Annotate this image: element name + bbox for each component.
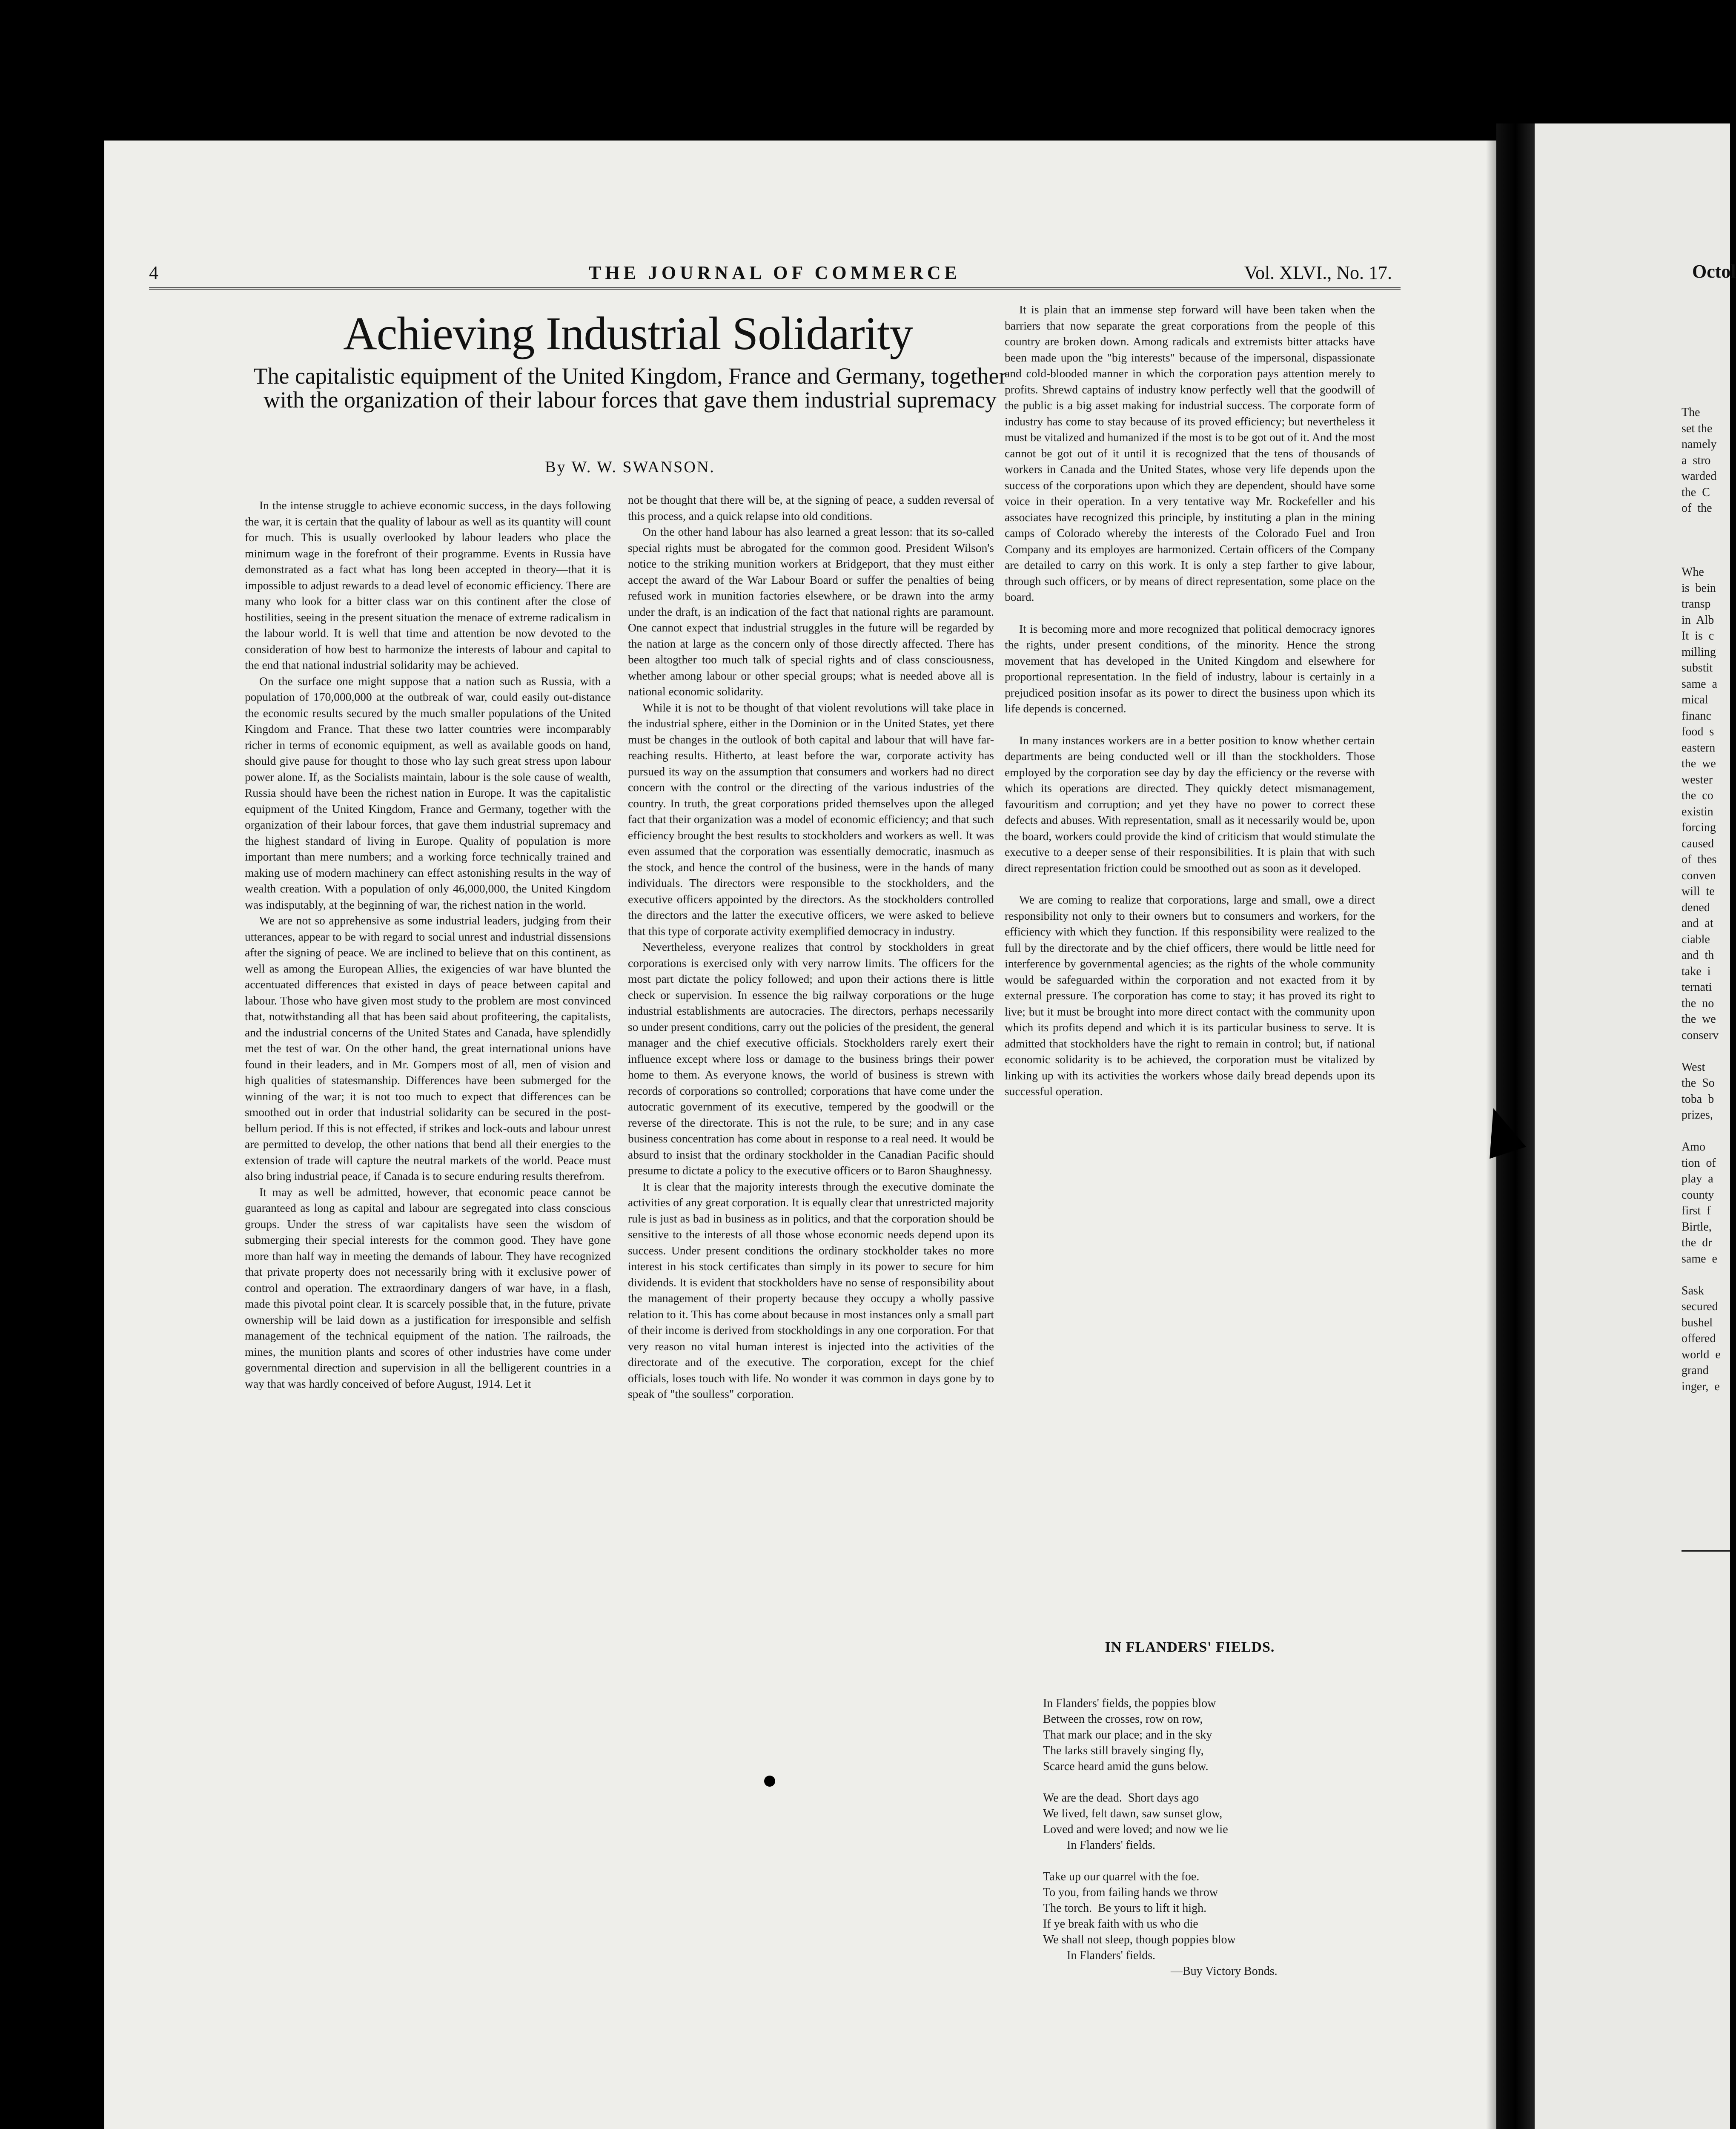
paragraph: In the intense struggle to achieve economic success, in the days following the war, it is certain that the quality of labour as well as its quantity will count for much. This is usually overlooked by labour leaders who place the minimum wage in the forefront of their programme. Events in Russia have demonstrated as a fact what has long been accepted in theory—that it is impossible to adjust rewards to a dead level of economic efficiency. There are many who look for a bitter class war on this continent after the close of hostilities, seeing in the present situation the menace of extreme radicalism in the labour world. It is well that time and attention be now devoted to the consideration of how best to harmonize the interests of labour and capital to the end that national industrial solidarity may be achieved. <box>245 499 611 671</box>
facing-page-line: in Alb <box>1682 613 1714 627</box>
paragraph-gap <box>1005 717 1375 732</box>
facing-page-line: West <box>1682 1060 1705 1074</box>
facing-page-line: the we <box>1682 757 1716 770</box>
paragraph: While it is not to be thought of that violent revolutions will take place in the industrial sphere, either in the Dominion or in the United States, yet there must be changes in the outlook of both capital and labour that will have far-reaching results. Hitherto, at least before the war, corporate activity has pursued its way on the assumption that consumers and workers had no direct concern with the control or the directing of the various industries of the country. In truth, the great corporations prided themselves upon the alleged fact that their organization was a model of economic efficiency; and that such efficiency brought the best results to stockholders and workers as well. It was even assumed that the corporation was essentially democratic, inasmuch as the stock, and hence the control of the business, were in the hands of many individuals. The directors were responsible to the stockholders, and the executive officers appointed by the directors. As the stockholders controlled the directors and the latter the executive officers, we were asked to believe that this type of corporate activity exemplified democracy in industry. <box>628 700 994 938</box>
facing-page-line: county <box>1682 1188 1714 1202</box>
poem-line: Scarce heard amid the guns below. <box>1043 1760 1209 1773</box>
volume-number: Vol. XLVI., No. 17. <box>1244 262 1392 283</box>
page-number: 4 <box>149 262 158 283</box>
poem-title: IN FLANDERS' FIELDS. <box>1105 1639 1275 1655</box>
facing-page-line: secured <box>1682 1300 1718 1313</box>
poem-line: In Flanders' fields. <box>1043 1839 1156 1852</box>
poem-line: Between the crosses, row on row, <box>1043 1713 1203 1726</box>
facing-page-line: the we <box>1682 1013 1716 1026</box>
facing-page-line: the So <box>1682 1076 1715 1090</box>
facing-page-line: of thes <box>1682 853 1717 866</box>
poem-line: If ye break faith with us who die <box>1043 1917 1198 1931</box>
facing-page-line: conven <box>1682 869 1716 882</box>
facing-page-line: The <box>1682 406 1700 419</box>
facing-page-line: namely <box>1682 438 1717 451</box>
facing-page-line: grand <box>1682 1364 1709 1377</box>
article-title: Achieving Industrial Solidarity <box>343 307 913 359</box>
facing-page-line: mical <box>1682 693 1708 706</box>
poem-line: We are the dead. Short days ago <box>1043 1791 1199 1805</box>
paragraph: It is becoming more and more recognized that political democracy ignores the rights, under present conditions, of the minority. Hence the strong movement that has developed in the United Kingdom and elsewhere for proportional representation. In the field of industry, labour is certainly in a prejudiced position insofar as its power to direct the business upon which its life depends is concerned. <box>1005 622 1375 715</box>
poem-line: In Flanders' fields, the poppies blow <box>1043 1697 1216 1710</box>
poem-signature: —Buy Victory Bonds. <box>1171 1965 1278 1978</box>
paragraph-gap <box>1005 605 1375 621</box>
facing-page-line: forcing <box>1682 821 1716 834</box>
facing-page-line: caused <box>1682 837 1714 850</box>
poem-line: Take up our quarrel with the foe. <box>1043 1870 1200 1883</box>
page-header <box>149 262 1401 290</box>
facing-page-line: will te <box>1682 885 1715 898</box>
poem-line: Loved and were loved; and now we lie <box>1043 1823 1228 1836</box>
facing-page-line: the C <box>1682 485 1710 499</box>
facing-page-line: of the <box>1682 502 1712 515</box>
facing-page-line: Sask <box>1682 1284 1704 1297</box>
poem-line: That mark our place; and in the sky <box>1043 1728 1212 1742</box>
facing-page-line: Amo <box>1682 1140 1705 1153</box>
facing-page-line: is bein <box>1682 581 1716 595</box>
facing-page-line: ciable <box>1682 933 1710 946</box>
stanza-gap <box>1043 1774 1375 1790</box>
facing-page-line: and at <box>1682 917 1713 930</box>
facing-page-line <box>1682 516 1733 533</box>
facing-page-line: toba b <box>1682 1092 1714 1106</box>
paragraph: On the surface one might suppose that a nation such as Russia, with a population of 170,000,000 at the outbreak of war, could easily out-distance the economic results secured by the much smaller populations of the United Kingdom and France. That these two latter countries were incomparably richer in terms of economic equipment, as well as available goods on hand, should give pause for thought to those who lay such great stress upon labour power alone. If, as the Socialists maintain, labour is the sole cause of wealth, Russia should have been the richest nation in Europe. It was the capitalistic equipment of the United Kingdom, France and Germany, together with the organization of their labour forces, that gave them industrial supremacy and the highest standard of living in Europe. Quality of population is more important than mere numbers; and a working force technically trained and making use of modern machinery can effect astonishing results in the way of wealth creation. With a population of only 46,000,000, the United Kingdom was indisputably, at the beginning of war, the richest nation in the world. <box>245 674 611 911</box>
facing-page-line: bushel <box>1682 1316 1713 1329</box>
facing-page-line: financ <box>1682 709 1711 723</box>
paragraph: It is plain that an immense step forward will have been taken when the barriers that now separate the great corporations from the people of this country are broken down. Among radicals and extremists bitter attacks have been made upon the "big interests" because of the impersonal, dispassionate and cold-blooded manner in which the corporation pays attention merely to profits. Shrewd captains of industry know perfectly well that the goodwill of the public is a big asset making for industrial success. The corporate form of industry has come to stay because of its proved efficiency; but nevertheless it must be vitalized and humanized if the most is to be got out of it. And the most cannot be got out of it until it is recognized that the tens of thousands of workers in Canada and the United States, whose very life depends upon the success of the corporations upon which they are dependent, should have some voice in their operation. In a very tentative way Mr. Rockefeller and his associates have recognized this principle, by instituting a plan in the mining camps of Colorado whereby the interests of the Colorado Fuel and Iron Company and its employes are harmonized. Certain officers of the Company are detailed to carry on this work. It is only a step farther to give labour, through such officers, or by means of direct representation, some place on the board. <box>1005 303 1375 603</box>
facing-page-line: world e <box>1682 1348 1721 1361</box>
facing-page-header: Octol <box>1692 261 1736 282</box>
facing-page-line: dened <box>1682 901 1710 914</box>
paragraph: not be thought that there will be, at the signing of peace, a sudden reversal of this process, and a quick relapse into old conditions. <box>628 493 994 522</box>
facing-page-column <box>1682 405 1733 1394</box>
facing-page-line: milling <box>1682 645 1716 659</box>
article-column-2 <box>628 492 994 1402</box>
facing-page-line: same e <box>1682 1252 1717 1265</box>
poem-line: The larks still bravely singing fly, <box>1043 1744 1204 1757</box>
poem-line: In Flanders' fields. <box>1043 1949 1156 1962</box>
facing-page-line: and th <box>1682 949 1714 962</box>
facing-page-line: eastern <box>1682 741 1716 755</box>
facing-page-line: transp <box>1682 597 1711 611</box>
facing-page-line: warded <box>1682 470 1717 483</box>
facing-page-line: a stro <box>1682 453 1711 467</box>
paragraph: It is clear that the majority interests through the executive dominate the activities of any great corporation. It is equally clear that unrestricted majority rule is just as bad in business as in politics, and that the corporation should be sensitive to the interests of all those whose economic needs depend upon its success. Under present conditions the ordinary stockholder takes no more interest in his stock certificates than simply in its power to secure for him dividends. It is evident that stockholders have no sense of responsibility about the management of their property because they occupy a wholly passive relation to it. This has come about because in most instances only a small part of their income is derived from stockholdings in any one corporation. For that very reason no vital human interest is injected into the activities of the directorate and of the executive. The corporation, except for the chief officials, loses touch with life. No wonder it was common in days gone by to speak of "the soulless" corporation. <box>628 1179 994 1400</box>
facing-page-line: conserv <box>1682 1028 1719 1042</box>
facing-page-line: take i <box>1682 964 1711 978</box>
paragraph: We are not so apprehensive as some industrial leaders, judging from their utterances, appear to be with regard to social unrest and industrial dissensions after the signing of peace. We are inclined to believe that on this continent, as well as among the European Allies, the exigencies of war have blunted the accentuated differences that existed in days of peace between capital and labour. Those who have given most study to the problem are most convinced that, notwithstanding all that has been said about profiteering, the capitalists, and the industrial concerns of the United States and Canada, have splendidly met the test of war. On the other hand, the great international unions have found in their leaders, and in Mr. Gompers most of all, men of vision and high qualities of statesmanship. Differences have been submerged for the winning of the war; it is not too much to expect that differences can be smoothed out in order that industrial solidarity can be secured in the post-bellum period. If this is not effected, if strikes and lock-outs and labour unrest are permitted to develop, the other nations that bend all their energies to the extension of trade will capture the neutral markets of the world. Peace must also bring industrial peace, if Canada is to secure enduring results therefrom. <box>245 914 611 1182</box>
paragraph-gap <box>1005 876 1375 892</box>
article-byline: By W. W. SWANSON. <box>545 458 715 476</box>
facing-page-line: ternati <box>1682 981 1712 994</box>
facing-page-line <box>1682 1043 1733 1059</box>
facing-page-line: play a <box>1682 1172 1713 1185</box>
poem-line: We lived, felt dawn, saw sunset glow, <box>1043 1807 1223 1820</box>
facing-page-line: the dr <box>1682 1236 1712 1249</box>
facing-page-line: inger, e <box>1682 1380 1720 1393</box>
facing-page-line: prizes, <box>1682 1108 1713 1122</box>
facing-page-line <box>1682 1123 1733 1139</box>
paragraph: In many instances workers are in a better position to know whether certain departments are being conducted well or ill than the stockholders. Those employed by the corporation see day by day the efficiency or the reverse with which its operations are directed. They quickly detect mismanagement, favouritism and corruption; and yet they have no power to correct these defects and abuses. With representation, small as it necessarily would be, upon the board, workers could provide the kind of criticism that would stimulate the executive to a deeper sense of their responsibilities. It is plain that with such direct representation friction could be smoothed out as soon as it developed. <box>1005 733 1375 875</box>
article-column-1 <box>245 497 611 1392</box>
poem-line: The torch. Be yours to lift it high. <box>1043 1902 1207 1915</box>
facing-page-line: offered <box>1682 1332 1716 1345</box>
stanza-gap <box>1043 1853 1375 1869</box>
facing-page-line: Whe <box>1682 565 1704 579</box>
facing-page-line <box>1682 1267 1733 1283</box>
facing-page-line: substit <box>1682 661 1713 674</box>
facing-page-rule <box>1682 1550 1730 1552</box>
article-subtitle: The capitalistic equipment of the United Kingdom, France and Germany, together with the organization of their labour forces that gave them industrial supremacy <box>253 363 1007 413</box>
paragraph: On the other hand labour has also learned a great lesson: that its so-called special rights must be abrogated for the common good. President Wilson's notice to the striking munition workers at Bridgeport, that they must either accept the award of the War Labour Board or suffer the penalties of being refused work in munition factories elsewhere, or be drawn into the army under the draft, is an indication of the fact that national rights are paramount. One cannot expect that industrial struggles in the future will be regarded by the nation at large as the concern only of those directly affected. There has been altogther too much talk of special rights and of class consciousness, whether among labour or other special groups; what is needed above all is national economic solidarity. <box>628 525 994 698</box>
facing-page-line <box>1682 548 1733 565</box>
facing-page-line: the co <box>1682 789 1713 802</box>
facing-page-line: same a <box>1682 677 1717 691</box>
facing-page-line: It is c <box>1682 629 1714 643</box>
paragraph: We are coming to realize that corporations, large and small, owe a direct responsibility not only to their owners but to consumers and workers, for the efficiency with which they function. If this responsibility were realized to the full by the directorate and by the chief officers, there would be little need for interference by governmental agencies; as the rights of the whole community would be safeguarded within the corporation and not exacted from it by external pressure. The corporation has come to stay; it has proved its right to live; but it must be brought into more direct contact with the community upon which its profits depend and which it is its particular business to serve. It is admitted that stockholders have the right to remain in control; but, if national economic solidarity is to be achieved, the corporation must be vitalized by linking up with its activities the workers whose daily bread depends upon its successful operation. <box>1005 893 1375 1098</box>
facing-page-line <box>1682 532 1733 548</box>
facing-page-line: set the <box>1682 422 1713 435</box>
paragraph: Nevertheless, everyone realizes that control by stockholders in great corporations is exercised only with very narrow limits. The officers for the most part dictate the policy followed; and upon their actions there is little check or supervision. In essence the big railway corporations or the huge industrial establishments are autocracies. The directors, perhaps necessarily so under present conditions, carry out the policies of the president, the general manager and the chief executive officials. Stockholders rarely exert their influence except where loss or damage to the business brings their power home to them. As everyone knows, the world of business is strewn with records of corporations so controlled; corporations that have come under the autocratic government of its executive, tempered by the goodwill or the reverse of the directorate. This is not the rule, to be sure; and in any case business concentration has come about in response to a real need. It would be absurd to insist that the ordinary stockholder in the Canadian Pacific should presume to dictate a policy to the executive officers or to Baron Shaughnessy. <box>628 940 994 1177</box>
article-column-3 <box>1005 301 1375 1099</box>
facing-page-line: tion of <box>1682 1156 1716 1170</box>
facing-page-line: first f <box>1682 1204 1711 1217</box>
paragraph: It may as well be admitted, however, that economic peace cannot be guaranteed as long as capital and labour are segregated into class conscious groups. Under the stress of war capitalists have seen the wisdom of submerging their special interests for the common good. They have gone more than half way in meeting the demands of labour. They have recognized that private property does not necessarily bring with it exclusive power of control and operation. The extraordinary dangers of war have, in a flash, made this pivotal point clear. It is scarcely possible that, in the future, private ownership will be laid down as a justification for irresponsible and selfish management of the technical equipment of the nation. The railroads, the mines, the munition plants and scores of other industries have come under governmental direction and supervision in all the belligerent countries in a way that was hardly conceived of before August, 1914. Let it <box>245 1185 611 1390</box>
facing-page-line: food s <box>1682 725 1714 738</box>
ink-dot <box>764 1776 775 1787</box>
facing-page-line: the no <box>1682 996 1714 1010</box>
poem-line: To you, from failing hands we throw <box>1043 1886 1218 1899</box>
facing-page-line: existin <box>1682 805 1713 818</box>
facing-page-line: Birtle, <box>1682 1220 1712 1234</box>
poem-body <box>1043 1696 1375 1979</box>
journal-name: THE JOURNAL OF COMMERCE <box>589 262 961 283</box>
facing-page-line: wester <box>1682 773 1713 786</box>
poem-line: We shall not sleep, though poppies blow <box>1043 1933 1236 1946</box>
